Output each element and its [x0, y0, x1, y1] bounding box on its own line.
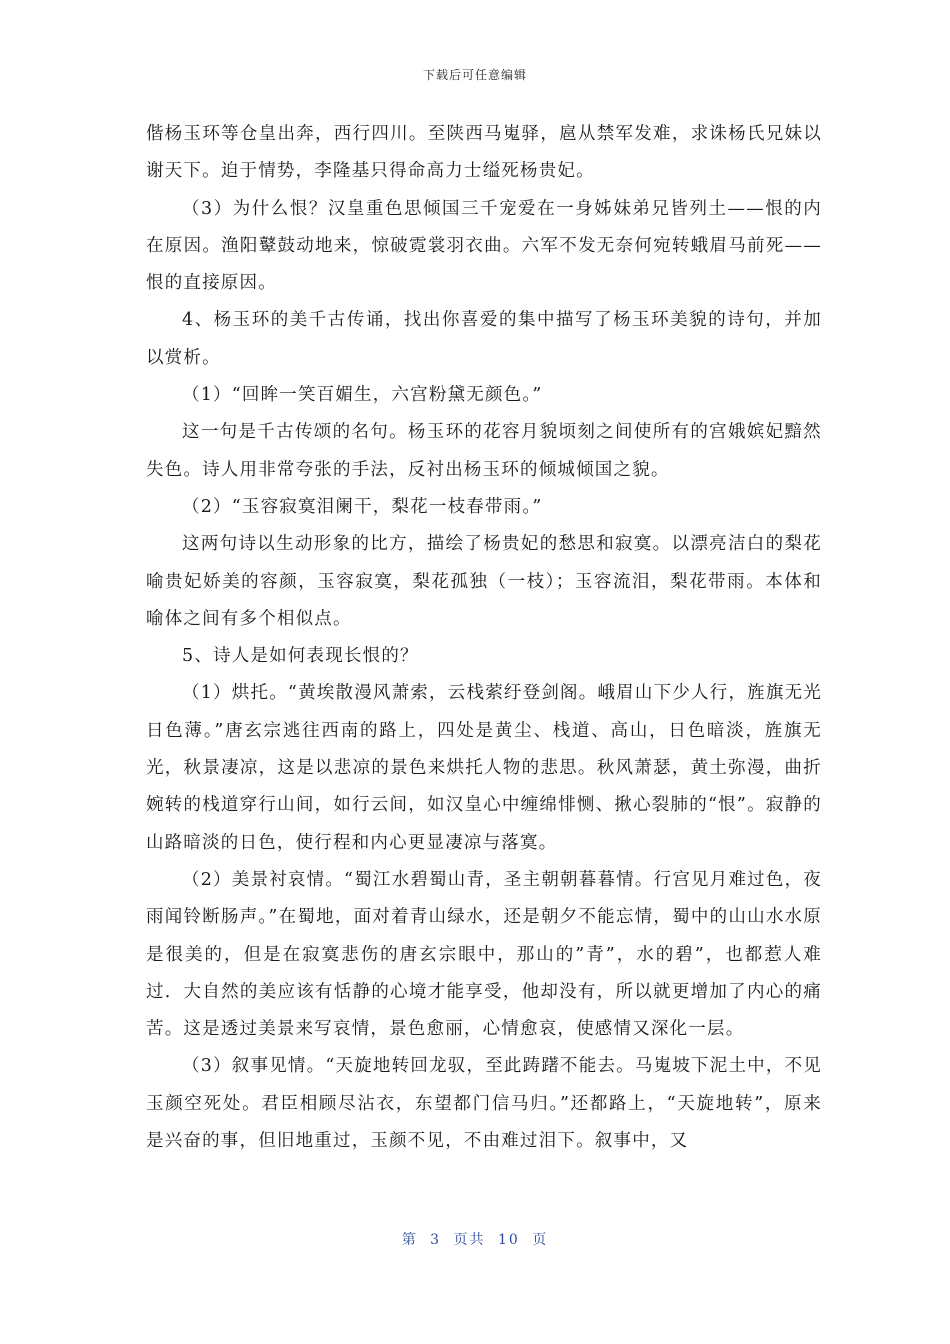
page-header: 下载后可任意编辑 [422, 68, 527, 82]
paragraph: （1）烘托。“黄埃散漫风萧索，云栈萦纡登剑阁。峨眉山下少人行，旌旗无光日色薄。”唐玄宗逃往西南的路上，四处是黄尘、栈道、高山，日色暗淡，旌旗无光，秋景凄凉，这是以悲凉的景色来烘托人物的悲思。秋风萧瑟，黄土弥漫，曲折婉转的栈道穿行山间，如行云间，如汉皇心中缠绵悱恻、揪心裂肺的“恨”。寂静的山路暗淡的日色，使行程和内心更显凄凉与落寞。 [146, 683, 822, 853]
paragraph: （3）叙事见情。“天旋地转回龙驭，至此踌躇不能去。马嵬坡下泥土中，不见玉颜空死处。君臣相顾尽沾衣，东望都门信马归。”还都路上，“天旋地转”，原来是兴奋的事，但旧地重过，玉颜不见，不由难过泪下。叙事中，又 [146, 1056, 822, 1152]
paragraph: （2）美景衬哀情。“蜀江水碧蜀山青，圣主朝朝暮暮情。行宫见月难过色，夜雨闻铃断肠声。”在蜀地，面对着青山绿水，还是朝夕不能忘情，蜀中的山山水水原是很美的，但是在寂寞悲伤的唐玄宗眼中，那山的”青”，水的碧”，也都惹人难过．大自然的美应该有恬静的心境才能享受，他却没有，所以就更增加了内心的痛苦。这是透过美景来写哀情，景色愈丽，心情愈哀，使感情又深化一层。 [146, 869, 822, 1040]
paragraph: （1）“回眸一笑百媚生，六宫粉黛无颜色。” [182, 385, 543, 406]
paragraph: （3）为什么恨？汉皇重色思倾国三千宠爱在一身姊妹弟兄皆列土——恨的内在原因。渔阳鼙鼓动地来，惊破霓裳羽衣曲。六军不发无奈何宛转蛾眉马前死——恨的直接原因。 [146, 198, 822, 294]
paragraph: 4、杨玉环的美千古传诵，找出你喜爱的集中描写了杨玉环美貌的诗句，并加以赏析。 [146, 310, 822, 368]
paragraph: 这一句是千古传颂的名句。杨玉环的花容月貌顷刻之间使所有的宫娥嫔妃黯然失色。诗人用非常夸张的手法，反衬出杨玉环的倾城倾国之貌。 [146, 422, 822, 480]
page-footer: 第 3 页共 10 页 [401, 1232, 549, 1248]
paragraph: 这两句诗以生动形象的比方，描绘了杨贵妃的愁思和寂寞。以漂亮洁白的梨花喻贵妃娇美的容颜，玉容寂寞，梨花孤独（一枝）；玉容流泪，梨花带雨。本体和喻体之间有多个相似点。 [146, 534, 822, 629]
paragraph: 5、诗人是如何表现长恨的？ [182, 646, 419, 667]
paragraph: （2）“玉容寂寞泪阑干，梨花一枝春带雨。” [182, 496, 543, 517]
document-body [146, 116, 822, 1160]
paragraph: 偕杨玉环等仓皇出奔，西行四川。至陕西马嵬驿，扈从禁军发难，求诛杨氏兄妹以谢天下。迫于情势，李隆基只得命高力士缢死杨贵妃。 [146, 124, 822, 182]
